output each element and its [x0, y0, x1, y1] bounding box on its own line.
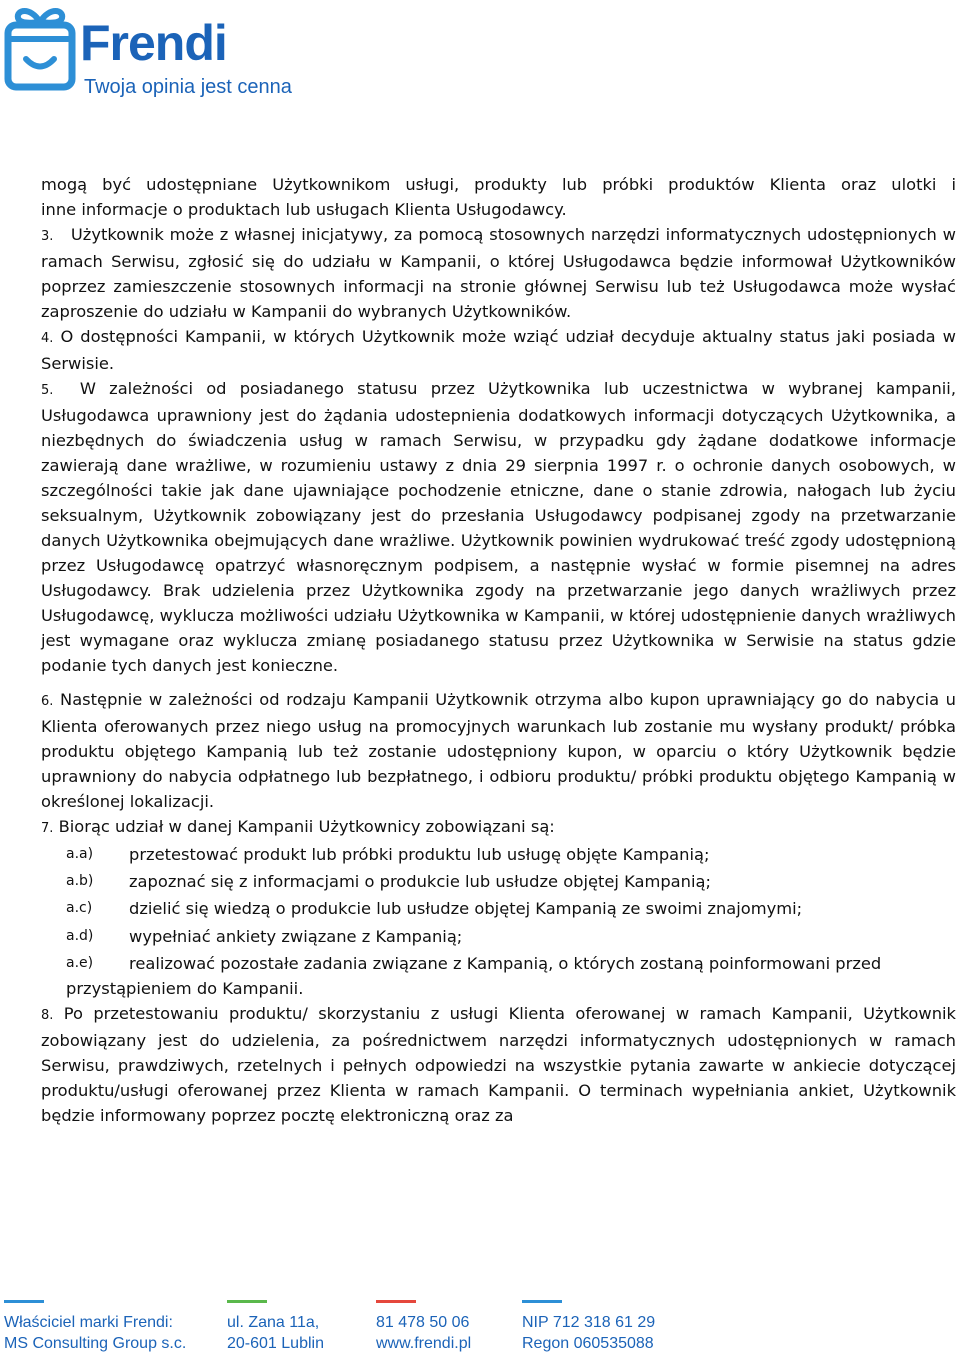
- list-item-text: dzielić się wiedzą o produkcie lub usłudze objętej Kampanią ze swoimi znajomymi;: [129, 899, 803, 919]
- footer-owner-label: Właściciel marki Frendi:: [4, 1314, 173, 1331]
- list-item-text-continuation: przystąpieniem do Kampanii.: [66, 978, 304, 998]
- list-item-label: a.e): [66, 954, 94, 971]
- paragraph-8: [41, 1001, 956, 1128]
- footer-nip: NIP 712 318 61 29: [522, 1314, 656, 1331]
- footer-phone[interactable]: 81 478 50 06: [376, 1314, 470, 1331]
- paragraph-text: Następnie w zależności od rodzaju Kampanii Użytkownik otrzyma albo kupon uprawniający go do nabycia u Klienta oferowanych przez niego usług na promocyjnych warunkach lub zostanie mu wysłany produkt/ próbka produktu objętego Kampanią lub też zostanie udostępniony kupon, w oparciu o który Użytkownik będzie uprawniony do nabycia odpłatnego lub bezpłatnego, i odbioru produktu/ próbki produktu objętego Kampanią w określonej lokalizacji.: [41, 690, 956, 811]
- page-footer: [0, 1300, 960, 1368]
- footer-divider: [376, 1300, 416, 1303]
- list-item-text: zapoznać się z informacjami o produkcie lub usłudze objętej Kampanią;: [129, 872, 711, 892]
- list-item-label: a.a): [66, 846, 94, 862]
- paragraph-3: [41, 222, 956, 324]
- footer-divider: [227, 1300, 267, 1303]
- footer-divider: [4, 1300, 44, 1303]
- footer-city: 20-601 Lublin: [227, 1335, 324, 1352]
- list-item-text: przetestować produkt lub próbki produktu lub usługę objęte Kampanią;: [129, 845, 710, 864]
- list-item-text: realizować pozostałe zadania związane z Kampanią, o których zostaną poinformowani przed: [129, 953, 882, 973]
- list-item: [41, 841, 956, 868]
- paragraph-continuation-line-1: mogą być udostępniane Użytkownikom usługi, produkty lub próbki produktów Klienta oraz ulotki i: [41, 175, 956, 194]
- footer-street: ul. Zana 11a,: [227, 1314, 320, 1331]
- list-item: [41, 895, 956, 922]
- list-item-label: a.c): [66, 900, 93, 917]
- paragraph-number: 4.: [41, 331, 54, 346]
- page-header: [0, 0, 960, 110]
- paragraph-7: [41, 814, 956, 841]
- list-item: [41, 868, 956, 895]
- footer-website-link[interactable]: www.frendi.pl: [376, 1335, 472, 1352]
- gift-logo-icon: [4, 4, 76, 100]
- list-item: [41, 950, 956, 1001]
- footer-divider: [522, 1300, 562, 1303]
- paragraph-text: Biorąc udział w danej Kampanii Użytkownicy zobowiązani są:: [58, 817, 555, 836]
- list-item-label: a.b): [66, 873, 94, 890]
- paragraph-number: 8.: [41, 1007, 54, 1023]
- footer-owner: [4, 1312, 186, 1354]
- paragraph-number: 5.: [41, 383, 54, 398]
- footer-owner-name: MS Consulting Group s.c.: [4, 1335, 187, 1352]
- paragraph-text: W zależności od posiadanego statusu przez Użytkownika lub uczestnictwa w wybranej kampanii, Usługodawca uprawniony jest do żądania udostepnienia dodatkowych informacji dotyczących Użytkownika, a niezbędnych do świadczenia usług w ramach Serwisu, w przypadku gdy żądane dodatkowe informacje zawierają dane wrażliwe, w rozumieniu ustawy z dnia 29 sierpnia 1997 r. o ochronie danych osobowych, w szczególności takie jak dane ujawniające pochodzenie etniczne, dane o stanie zdrowia, nałogach lub życiu seksualnym, Użytkownik zobowiązany jest do przesłania Usługodawcy podpisanej zgody na przetwarzanie danych Użytkownika obejmujących dane wrażliwe. Użytkownik powinien wydrukować treść zgody udostępnioną przez Usługodawcę opatrzyć własnoręcznym podpisem, a następnie wysłać w formie pisemnej na adres Usługodawcy. Brak udzielenia przez Użytkownika zgody na przetwarzanie jego danych wrażliwych przez Usługodawcę, wyklucza możliwości udziału Użytkownika w Kampanii, w której udostępnienie danych wrażliwych jest wymagane oraz wyklucza zmianę posiadanego statusu przez Użytkownika w Serwisie na status gdzie podanie tych danych jest konieczne.: [41, 379, 956, 675]
- paragraph-number: 6.: [41, 694, 54, 709]
- paragraph-text: Po przetestowaniu produktu/ skorzystaniu z usługi Klienta oferowanej w ramach Kampanii, Użytkownik zobowiązany jest do udzielenia, za pośrednictwem narzędzi informatycznych udostępnionych w ramach Serwisu, prawdziwych, rzetelnych i pełnych odpowiedzi na wszystkie pytania zawarte w ankiecie dotyczącej produktu/usługi oferowanej przez Klienta w ramach Kampanii. O terminach wypełniania ankiet, Użytkownik będzie informowany poprzez pocztę elektroniczną oraz za: [41, 1003, 956, 1125]
- footer-address: [227, 1312, 324, 1354]
- list-item-text: wypełniać ankiety związane z Kampanią;: [129, 926, 463, 946]
- brand-name: Frendi: [80, 15, 227, 71]
- document-body: [41, 172, 956, 1128]
- paragraph-4: [41, 324, 956, 376]
- footer-contact: [376, 1312, 471, 1354]
- brand-tagline: Twoja opinia jest cenna: [84, 76, 292, 98]
- list-item: [41, 923, 956, 950]
- list-item-label: a.d): [66, 927, 94, 944]
- paragraph-6: [41, 687, 956, 814]
- paragraph-5: [41, 376, 956, 678]
- paragraph-text: O dostępności Kampanii, w których Użytkownik może wziąć udział decyduje aktualny status jaki posiada w Serwisie.: [41, 327, 956, 373]
- paragraph-text: Użytkownik może z własnej inicjatywy, za pomocą stosownych narzędzi informatycznych udostępnionych w ramach Serwisu, zgłosić się do udziału w Kampanii, o której Usługodawca będzie informował Użytkowników poprzez zamieszczenie stosownych informacji na stronie głównej Serwisu lub też Usługodawca może wysłać zaproszenie do udziału w Kampanii do wybranych Użytkowników.: [41, 225, 956, 321]
- paragraph-number: 3.: [41, 229, 54, 244]
- footer-regon: Regon 060535088: [522, 1335, 654, 1352]
- footer-registration: [522, 1312, 655, 1354]
- paragraph-number: 7.: [41, 821, 54, 836]
- paragraph-continuation-line-2: inne informacje o produktach lub usługach Klienta Usługodawcy.: [41, 200, 567, 219]
